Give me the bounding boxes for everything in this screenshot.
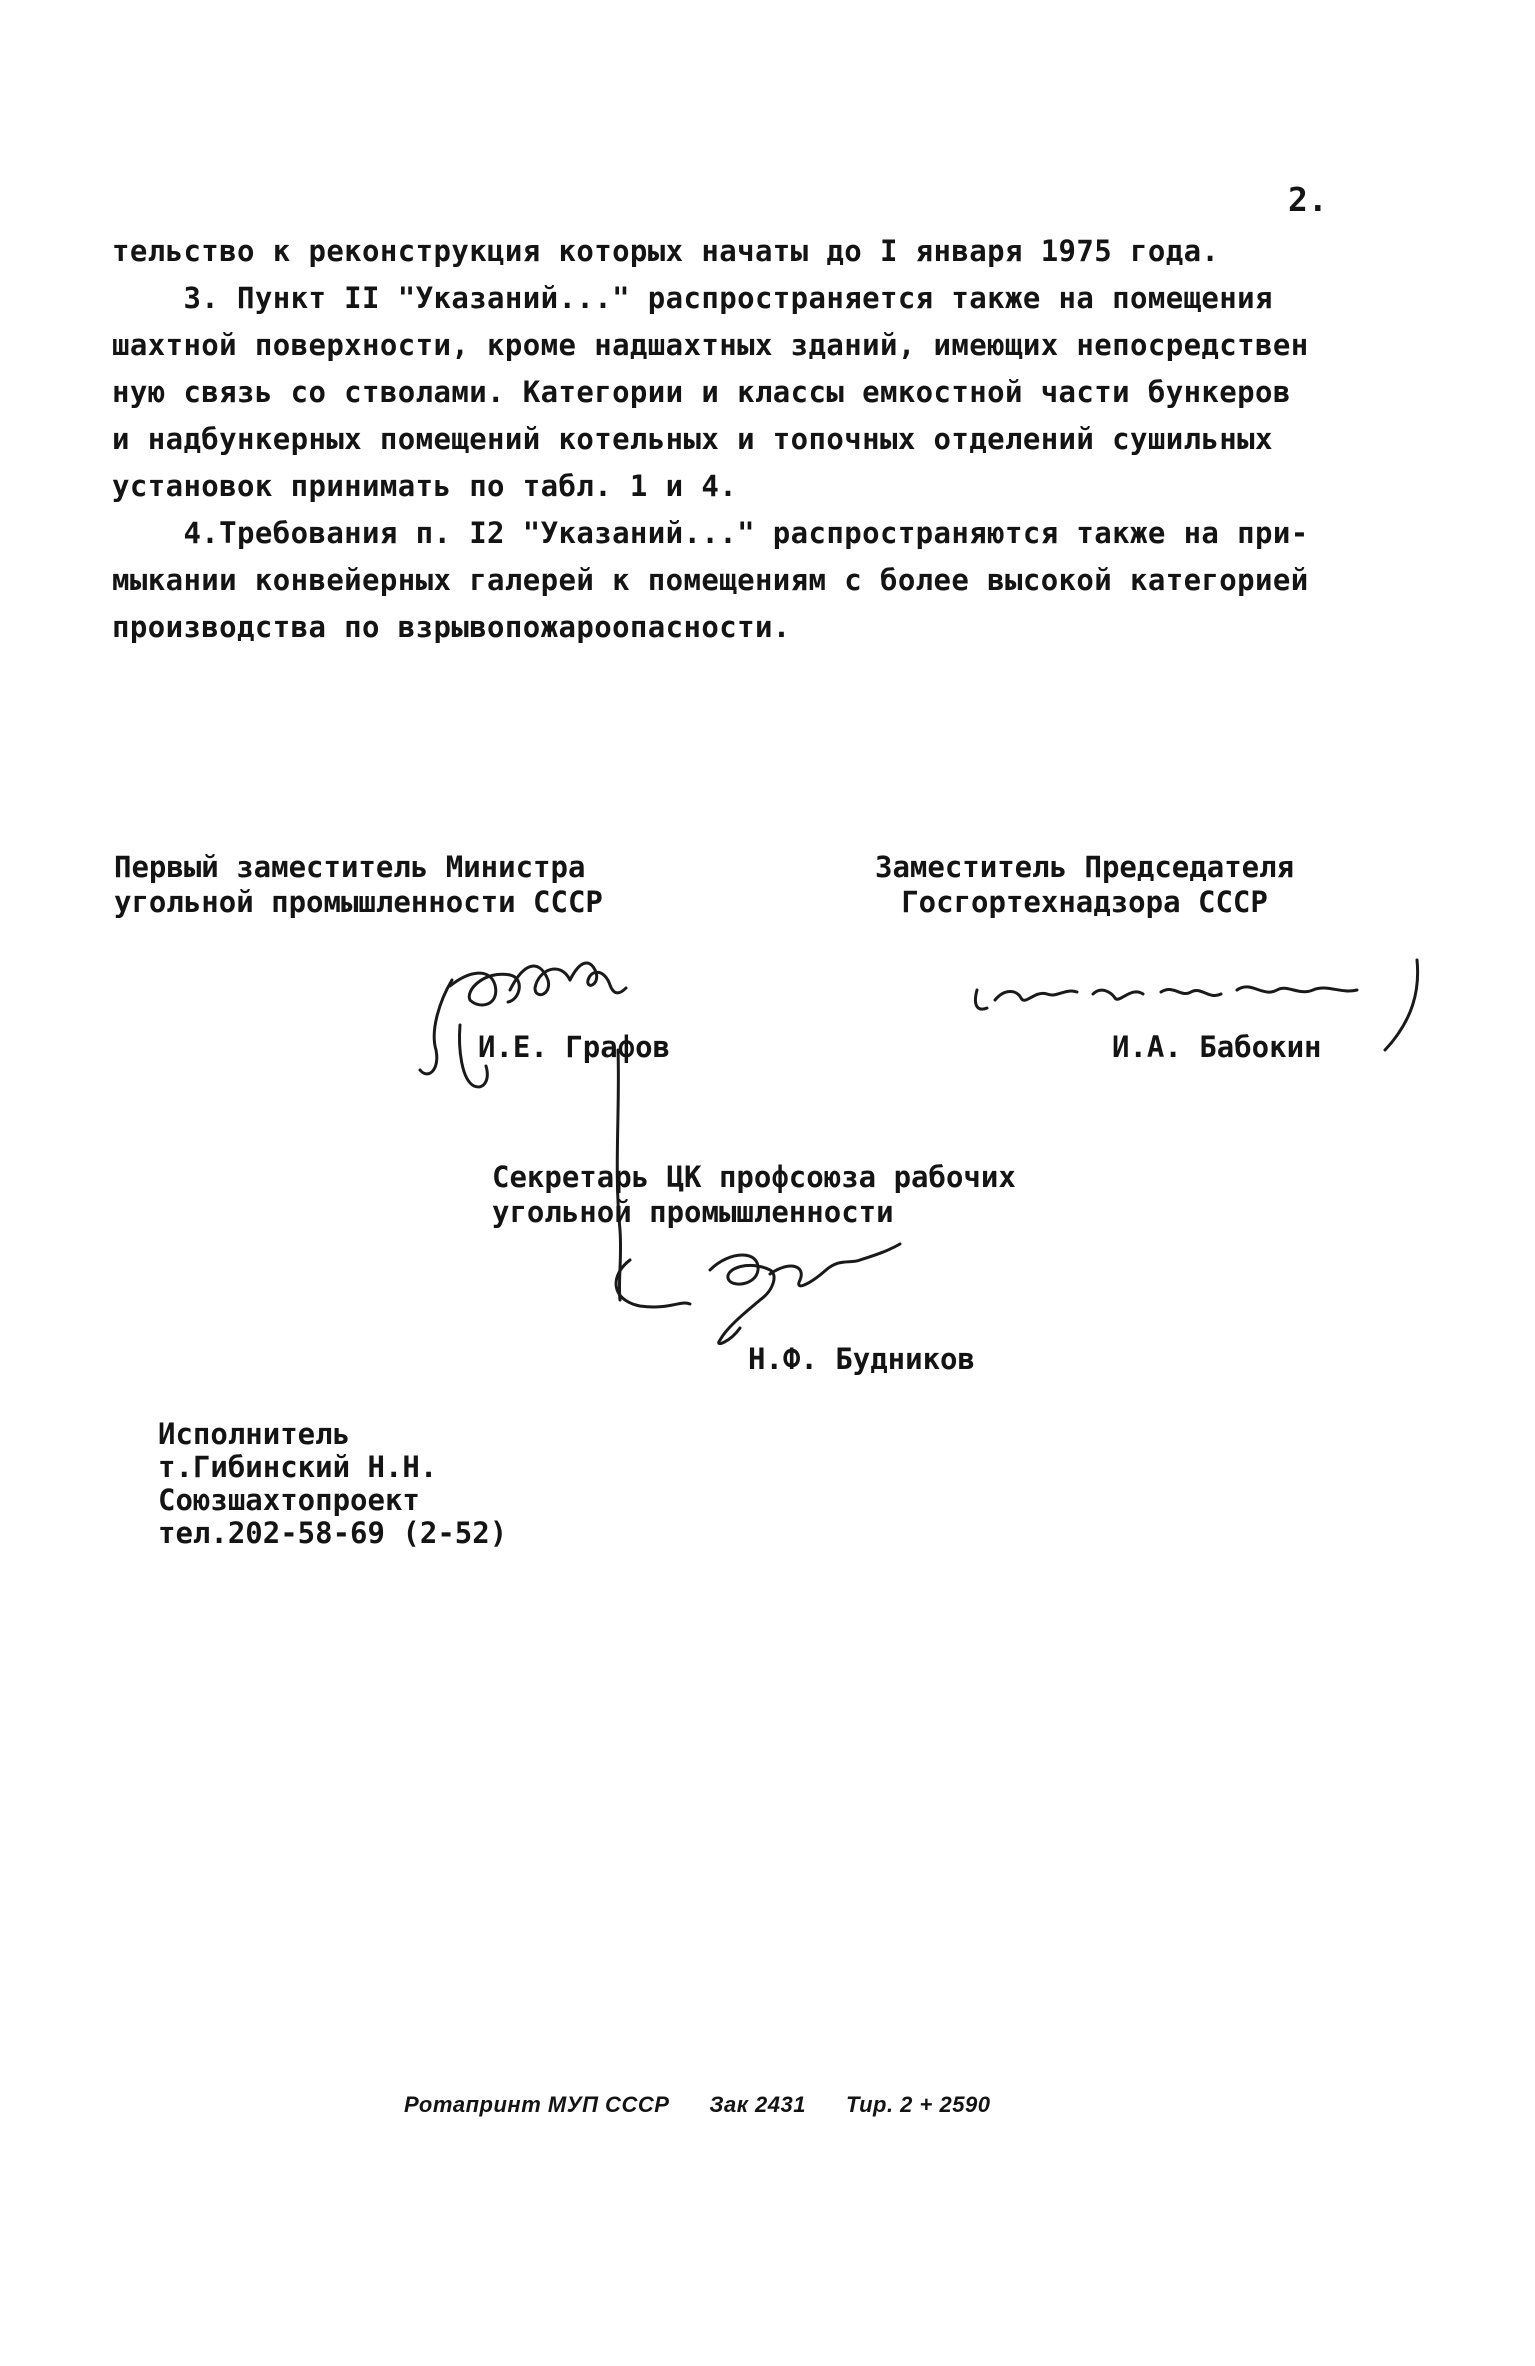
signatory-right-name: И.А. Бабокин [1112, 1030, 1322, 1064]
footer-printer: Ротапринт МУП СССР [404, 2092, 670, 2117]
body-line: производства по взрывопожароопасности. [112, 610, 791, 644]
signatory-center-title-line2: угольной промышленности [492, 1195, 894, 1229]
footer-order: Зак 2431 [709, 2092, 806, 2117]
signatory-left-name: И.Е. Графов [478, 1030, 671, 1064]
signatory-right-title-line2: Госгортехнадзора СССР [901, 885, 1268, 919]
body-line: установок принимать по табл. 1 и 4. [112, 469, 738, 503]
body-line: 3. Пункт II "Указаний..." распространяется также на помещения [112, 281, 1273, 315]
signatory-center-name: Н.Ф. Будников [748, 1342, 975, 1376]
footer-circulation: Тир. 2 + 2590 [845, 2092, 991, 2117]
signatory-left-title [114, 850, 603, 920]
signatory-right-title-line1: Заместитель Председателя [875, 850, 1295, 884]
signatory-left-title-line1: Первый заместитель Министра [114, 850, 586, 884]
executor-organization: Союзшахтопроект [158, 1483, 420, 1517]
signatory-center-title-line1: Секретарь ЦК профсоюза рабочих [492, 1160, 1016, 1194]
executor-label: Исполнитель [158, 1417, 351, 1451]
signatory-center-title [492, 1160, 1016, 1230]
executor-block [158, 1418, 507, 1550]
body-line: мыкании конвейерных галерей к помещениям с более высокой категорией [112, 563, 1309, 597]
footer-print-info [404, 2092, 1030, 2118]
body-line: 4.Требования п. I2 "Указаний..." распространяются также на при- [112, 516, 1309, 550]
body-line: шахтной поверхности, кроме надшахтных зданий, имеющих непосредствен [112, 328, 1309, 362]
body-line: и надбункерных помещений котельных и топочных отделений сушильных [112, 422, 1273, 456]
body-line: тельство к реконструкция которых начаты до I января 1975 года. [112, 234, 1220, 268]
page-number: 2. [1288, 180, 1328, 219]
body-line: ную связь со стволами. Категории и классы емкостной части бункеров [112, 375, 1291, 409]
signatory-left-title-line2: угольной промышленности СССР [114, 885, 603, 919]
body-text [112, 228, 1442, 651]
signature-center-handwritten [610, 1230, 910, 1350]
executor-person: т.Гибинский Н.Н. [158, 1450, 438, 1484]
signatory-right-title [875, 850, 1294, 920]
executor-phone: тел.202-58-69 (2-52) [158, 1516, 508, 1550]
